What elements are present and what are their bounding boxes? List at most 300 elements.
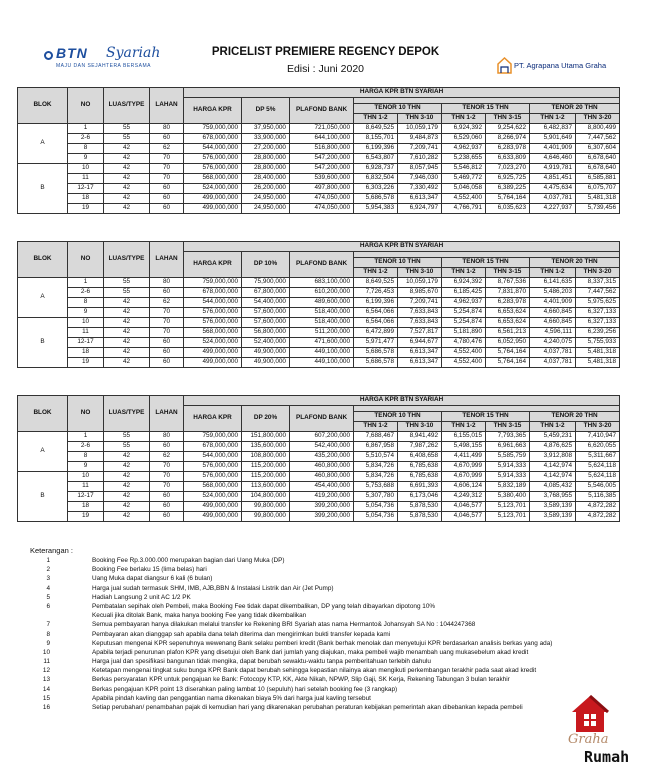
- table-cell: 524,000,000: [184, 184, 242, 194]
- table-cell: 108,800,000: [242, 452, 290, 462]
- table-cell: 399,200,000: [290, 512, 354, 522]
- note-number: 16: [42, 704, 50, 711]
- table-row: [18, 308, 620, 318]
- table-cell: 4,919,781: [530, 164, 576, 174]
- table-row: [18, 184, 620, 194]
- group-header: HARGA KPR BTN SYARIAH: [184, 88, 620, 98]
- table-cell: 5,046,058: [442, 184, 486, 194]
- table-cell: 54,400,000: [242, 298, 290, 308]
- table-cell: 5,686,578: [354, 358, 398, 368]
- table-row: [18, 482, 620, 492]
- table-cell: 42: [104, 338, 150, 348]
- table-cell: 544,000,000: [184, 298, 242, 308]
- table-cell: 5,624,118: [576, 472, 620, 482]
- col-dp: DP 20%: [242, 406, 290, 432]
- table-cell: 6,283,978: [486, 298, 530, 308]
- table-cell: 70: [150, 164, 184, 174]
- col-plafond: PLAFOND BANK: [290, 406, 354, 432]
- tenor-15-a: THN 1-2: [442, 268, 486, 278]
- notes-heading: Keterangan :: [30, 546, 73, 555]
- table-cell: 6,141,635: [530, 278, 576, 288]
- table-cell: 60: [150, 358, 184, 368]
- table-cell: 62: [150, 452, 184, 462]
- table-row: [18, 194, 620, 204]
- tenor-20: TENOR 20 THN: [530, 104, 620, 114]
- note-text: Pembatalan sepihak oleh Pembeli, maka Booking Fee tidak dapat dikembalikan, DP yang telah dibayarkan dipotong 10%: [92, 602, 436, 610]
- table-cell: 55: [104, 278, 150, 288]
- table-cell: 5,481,318: [576, 358, 620, 368]
- table-cell: 8,155,701: [354, 134, 398, 144]
- table-cell: 721,050,000: [290, 124, 354, 134]
- table-cell: 2-6: [68, 288, 104, 298]
- table-cell: 7,726,453: [354, 288, 398, 298]
- table-cell: 5,311,667: [576, 452, 620, 462]
- tenor-15: TENOR 15 THN: [442, 258, 530, 268]
- table-cell: 4,046,577: [442, 502, 486, 512]
- table-cell: 60: [150, 502, 184, 512]
- table-row: [18, 278, 620, 288]
- table-cell: 49,900,000: [242, 358, 290, 368]
- table-cell: 5,498,155: [442, 442, 486, 452]
- note-text: Harga jual dan spesifikasi bangunan tidak mengika, dapat berubah sewaktu-waktu tanpa pemberitahuan terlebih dahulu: [92, 658, 431, 666]
- note-item: [30, 667, 620, 676]
- table-cell: 4,660,845: [530, 318, 576, 328]
- table-cell: 5,834,726: [354, 462, 398, 472]
- table-cell: 10: [68, 164, 104, 174]
- note-number: 6: [46, 602, 50, 610]
- table-cell: 42: [104, 492, 150, 502]
- table-row: [18, 124, 620, 134]
- table-cell: 10: [68, 318, 104, 328]
- table-cell: 5,123,701: [486, 502, 530, 512]
- table-cell: 6,785,638: [398, 472, 442, 482]
- table-cell: 5,459,231: [530, 432, 576, 442]
- note-text: Apabila terjadi penurunan plafon KPR yang disetujui oleh Bank dari jumlah yang diajukan, maka pembeli wajib menambah uang mukasebelum akad kredit: [92, 648, 529, 656]
- col-luas: LUAS/TYPE: [104, 88, 150, 124]
- tenor-10-b: THN 3-10: [398, 422, 442, 432]
- col-blok: BLOK: [18, 396, 68, 432]
- col-lahan: LAHAN: [150, 88, 184, 124]
- tenor-10: TENOR 10 THN: [354, 104, 442, 114]
- note-text: Kecuali jika ditolak Bank, maka hanya booking Fee yang tidak dikembalikan: [92, 612, 307, 620]
- table-cell: 8,941,492: [398, 432, 442, 442]
- group-header: HARGA KPR BTN SYARIAH: [184, 396, 620, 406]
- table-cell: 5,238,655: [442, 154, 486, 164]
- btn-logo-name: BTN: [56, 45, 88, 61]
- table-cell: 18: [68, 348, 104, 358]
- table-cell: 5,686,578: [354, 348, 398, 358]
- table-row: [18, 492, 620, 502]
- table-cell: 60: [150, 184, 184, 194]
- table-cell: 7,688,467: [354, 432, 398, 442]
- note-item: [30, 695, 620, 704]
- table-cell: 18: [68, 502, 104, 512]
- price-table: [17, 87, 620, 214]
- table-cell: 6,307,604: [576, 144, 620, 154]
- note-text: Harga jual sudah termasuk SHM, IMB, AJB,BBN & Instalasi Listrik dan Air (Jet Pump): [92, 584, 334, 592]
- table-cell: 8: [68, 452, 104, 462]
- blok-cell: B: [18, 472, 68, 522]
- table-row: [18, 174, 620, 184]
- table-cell: 99,800,000: [242, 502, 290, 512]
- note-number: 4: [46, 584, 50, 592]
- table-cell: 499,000,000: [184, 194, 242, 204]
- note-text: Apabila pindah kavling dan penggantian nama dikenakan biaya 5% dari harga jual kavling tersebut: [92, 694, 371, 702]
- table-cell: 42: [104, 462, 150, 472]
- table-cell: 70: [150, 472, 184, 482]
- table-cell: 8,057,945: [398, 164, 442, 174]
- table-cell: 70: [150, 308, 184, 318]
- table-cell: 474,050,000: [290, 204, 354, 214]
- table-cell: 4,037,781: [530, 358, 576, 368]
- table-cell: 568,000,000: [184, 174, 242, 184]
- developer-name: PT. Agrapana Utama Graha: [514, 61, 607, 70]
- table-cell: 75,900,000: [242, 278, 290, 288]
- table-cell: 607,200,000: [290, 432, 354, 442]
- table-cell: 497,800,000: [290, 184, 354, 194]
- table-cell: 499,000,000: [184, 358, 242, 368]
- table-cell: 9: [68, 462, 104, 472]
- note-text: Uang Muka dapat diangsur 6 kali (6 bulan): [92, 575, 213, 583]
- table-cell: 6,543,807: [354, 154, 398, 164]
- table-cell: 8,649,525: [354, 278, 398, 288]
- table-row: [18, 318, 620, 328]
- note-text: Booking Fee berlaku 15 (lima belas) hari: [92, 566, 207, 574]
- table-cell: 60: [150, 288, 184, 298]
- table-cell: 547,200,000: [290, 154, 354, 164]
- table-cell: 6,283,978: [486, 144, 530, 154]
- table-cell: 516,800,000: [290, 144, 354, 154]
- table-cell: 55: [104, 442, 150, 452]
- table-row: [18, 338, 620, 348]
- table-cell: 8,266,974: [486, 134, 530, 144]
- table-cell: 42: [104, 194, 150, 204]
- table-cell: 568,000,000: [184, 328, 242, 338]
- col-harga: HARGA KPR: [184, 406, 242, 432]
- table-cell: 60: [150, 194, 184, 204]
- table-cell: 5,878,530: [398, 502, 442, 512]
- table-cell: 19: [68, 204, 104, 214]
- table-cell: 11: [68, 328, 104, 338]
- table-cell: 27,200,000: [242, 144, 290, 154]
- table-cell: 759,000,000: [184, 432, 242, 442]
- table-cell: 67,800,000: [242, 288, 290, 298]
- table-cell: 62: [150, 298, 184, 308]
- table-cell: 4,660,845: [530, 308, 576, 318]
- table-cell: 6,561,213: [486, 328, 530, 338]
- table-cell: 644,100,000: [290, 134, 354, 144]
- table-cell: 759,000,000: [184, 124, 242, 134]
- table-cell: 8: [68, 144, 104, 154]
- table-cell: 42: [104, 144, 150, 154]
- table-cell: 19: [68, 512, 104, 522]
- note-item: [30, 575, 620, 584]
- col-dp: DP 10%: [242, 252, 290, 278]
- table-cell: 435,200,000: [290, 452, 354, 462]
- table-cell: 4,142,974: [530, 472, 576, 482]
- table-cell: 4,606,124: [442, 482, 486, 492]
- table-cell: 6,691,393: [398, 482, 442, 492]
- btn-logo-script: Syariah: [106, 45, 161, 61]
- watermark-line2: Rumah: [584, 748, 630, 766]
- table-cell: 7,447,562: [576, 134, 620, 144]
- table-cell: 5,975,625: [576, 298, 620, 308]
- table-cell: 419,200,000: [290, 492, 354, 502]
- table-cell: 70: [150, 318, 184, 328]
- watermark-line1: Graha: [568, 732, 609, 747]
- note-number: 12: [42, 667, 50, 675]
- table-cell: 6,389,225: [486, 184, 530, 194]
- table-cell: 6,529,060: [442, 134, 486, 144]
- table-cell: 6,482,837: [530, 124, 576, 134]
- table-cell: 6,173,046: [398, 492, 442, 502]
- table-row: [18, 204, 620, 214]
- table-cell: 449,100,000: [290, 358, 354, 368]
- note-number: 1: [46, 557, 50, 564]
- table-cell: 5,624,118: [576, 462, 620, 472]
- tenor-15: TENOR 15 THN: [442, 412, 530, 422]
- note-item: [30, 585, 620, 594]
- table-cell: 6,075,707: [576, 184, 620, 194]
- tenor-20-b: THN 3-20: [576, 114, 620, 124]
- table-cell: 11: [68, 482, 104, 492]
- table-cell: 5,546,812: [442, 164, 486, 174]
- tenor-20: TENOR 20 THN: [530, 412, 620, 422]
- table-cell: 28,800,000: [242, 164, 290, 174]
- note-item: [30, 704, 620, 713]
- table-row: [18, 512, 620, 522]
- table-cell: 1: [68, 124, 104, 134]
- table-cell: 42: [104, 452, 150, 462]
- col-plafond: PLAFOND BANK: [290, 98, 354, 124]
- house-icon: [566, 690, 614, 736]
- table-cell: 3,589,139: [530, 502, 576, 512]
- table-cell: 576,000,000: [184, 308, 242, 318]
- table-cell: 8,337,315: [576, 278, 620, 288]
- col-blok: BLOK: [18, 242, 68, 278]
- note-number: 5: [46, 593, 50, 601]
- table-cell: 4,401,909: [530, 144, 576, 154]
- table-cell: 57,600,000: [242, 318, 290, 328]
- table-cell: 524,000,000: [184, 338, 242, 348]
- table-cell: 19: [68, 358, 104, 368]
- table-cell: 6,303,226: [354, 184, 398, 194]
- table-cell: 5,546,005: [576, 482, 620, 492]
- table-cell: 18: [68, 194, 104, 204]
- table-cell: 3,768,955: [530, 492, 576, 502]
- tenor-20-a: THN 1-2: [530, 268, 576, 278]
- table-cell: 4,962,937: [442, 298, 486, 308]
- table-cell: 499,000,000: [184, 502, 242, 512]
- table-cell: 6,867,958: [354, 442, 398, 452]
- table-cell: 42: [104, 308, 150, 318]
- table-cell: 489,600,000: [290, 298, 354, 308]
- table-cell: 6,678,640: [576, 164, 620, 174]
- table-cell: 511,200,000: [290, 328, 354, 338]
- tenor-20: TENOR 20 THN: [530, 258, 620, 268]
- note-text: Semua pembayaran hanya dilakukan melalui transfer ke Rekening BRI Syariah atas nama Hermanto& Johansyah SA No : 1044247368: [92, 621, 476, 629]
- table-row: [18, 442, 620, 452]
- table-row: [18, 502, 620, 512]
- table-row: [18, 298, 620, 308]
- table-cell: 5,739,456: [576, 204, 620, 214]
- table-cell: 5,764,164: [486, 194, 530, 204]
- table-cell: 576,000,000: [184, 154, 242, 164]
- col-no: NO: [68, 88, 104, 124]
- table-cell: 610,200,000: [290, 288, 354, 298]
- table-cell: 7,410,947: [576, 432, 620, 442]
- note-item: [30, 658, 620, 667]
- page-title: PRICELIST PREMIERE REGENCY DEPOK: [211, 46, 440, 58]
- table-cell: 60: [150, 512, 184, 522]
- table-cell: 6,408,658: [398, 452, 442, 462]
- table-cell: 3,589,139: [530, 512, 576, 522]
- table-cell: 6,564,066: [354, 308, 398, 318]
- table-cell: 5,764,164: [486, 348, 530, 358]
- note-number: 14: [42, 685, 50, 693]
- group-header: HARGA KPR BTN SYARIAH: [184, 242, 620, 252]
- table-cell: 449,100,000: [290, 348, 354, 358]
- table-cell: 4,227,937: [530, 204, 576, 214]
- table-cell: 454,400,000: [290, 482, 354, 492]
- table-cell: 1: [68, 278, 104, 288]
- table-cell: 539,600,000: [290, 174, 354, 184]
- table-cell: 37,950,000: [242, 124, 290, 134]
- table-cell: 6,928,737: [354, 164, 398, 174]
- table-cell: 4,872,282: [576, 512, 620, 522]
- tenor-10: TENOR 10 THN: [354, 412, 442, 422]
- table-cell: 5,764,164: [486, 358, 530, 368]
- table-cell: 4,780,476: [442, 338, 486, 348]
- table-cell: 115,200,000: [242, 472, 290, 482]
- table-cell: 9,484,873: [398, 134, 442, 144]
- table-cell: 24,950,000: [242, 194, 290, 204]
- table-cell: 42: [104, 164, 150, 174]
- note-item: [30, 594, 620, 603]
- table-cell: 42: [104, 298, 150, 308]
- note-text: Berkas pengajuan KPR point 13 diserahkan paling lambat 10 (sepuluh) hari setelah booking fee (3 rangkap): [92, 685, 398, 693]
- table-row: [18, 472, 620, 482]
- tenor-20-b: THN 3-20: [576, 422, 620, 432]
- table-row: [18, 154, 620, 164]
- table-cell: 6,924,797: [398, 204, 442, 214]
- table-cell: 6,327,133: [576, 308, 620, 318]
- table-cell: 4,962,937: [442, 144, 486, 154]
- tenor-10-a: THN 1-2: [354, 114, 398, 124]
- table-cell: 6,925,725: [486, 174, 530, 184]
- table-cell: 4,670,999: [442, 462, 486, 472]
- table-cell: 6,585,881: [576, 174, 620, 184]
- table-cell: 5,380,400: [486, 492, 530, 502]
- table-cell: 4,552,400: [442, 194, 486, 204]
- table-cell: 5,123,701: [486, 512, 530, 522]
- table-cell: 104,800,000: [242, 492, 290, 502]
- table-cell: 5,054,736: [354, 512, 398, 522]
- table-cell: 60: [150, 134, 184, 144]
- table-row: [18, 288, 620, 298]
- table-cell: 5,834,726: [354, 472, 398, 482]
- table-cell: 6,832,504: [354, 174, 398, 184]
- table-cell: 4,872,282: [576, 502, 620, 512]
- col-blok: BLOK: [18, 88, 68, 124]
- table-cell: 6,155,015: [442, 432, 486, 442]
- tenor-20-a: THN 1-2: [530, 114, 576, 124]
- col-harga: HARGA KPR: [184, 252, 242, 278]
- note-number: 3: [46, 575, 50, 583]
- table-row: [18, 164, 620, 174]
- page-subtitle: Edisi : Juni 2020: [286, 63, 365, 75]
- table-cell: 5,469,772: [442, 174, 486, 184]
- table-cell: 4,411,499: [442, 452, 486, 462]
- table-cell: 60: [150, 338, 184, 348]
- btn-logo-tagline: MAJU DAN SEJAHTERA BERSAMA: [56, 63, 151, 69]
- table-cell: 6,052,950: [486, 338, 530, 348]
- note-item: [30, 566, 620, 575]
- table-cell: 99,800,000: [242, 512, 290, 522]
- table-cell: 12-17: [68, 338, 104, 348]
- table-cell: 5,481,318: [576, 348, 620, 358]
- note-item: [30, 686, 620, 695]
- table-cell: 4,249,312: [442, 492, 486, 502]
- table-cell: 60: [150, 204, 184, 214]
- table-cell: 8,649,525: [354, 124, 398, 134]
- note-number: 11: [43, 658, 50, 666]
- note-number: 13: [42, 676, 50, 684]
- table-cell: 6,472,899: [354, 328, 398, 338]
- graha-rumah-watermark: [566, 690, 651, 768]
- table-cell: 1: [68, 432, 104, 442]
- price-table: [17, 241, 620, 368]
- table-cell: 10,059,179: [398, 124, 442, 134]
- note-item: [30, 603, 620, 612]
- tenor-15-a: THN 1-2: [442, 422, 486, 432]
- table-cell: 678,000,000: [184, 288, 242, 298]
- table-row: [18, 134, 620, 144]
- table-cell: 55: [104, 124, 150, 134]
- col-dp: DP 5%: [242, 98, 290, 124]
- table-cell: 759,000,000: [184, 278, 242, 288]
- table-cell: 24,950,000: [242, 204, 290, 214]
- table-cell: 7,633,843: [398, 318, 442, 328]
- table-cell: 56,800,000: [242, 328, 290, 338]
- table-cell: 4,037,781: [530, 348, 576, 358]
- note-text: Berkas persyaratan KPR untuk pengajuan ke Bank: Fotocopy KTP, KK, Akte Nikah, NPWP, Slip Gaji, SK Kerja, Rekening Tabungan 3 bulan terakhir: [92, 676, 510, 684]
- table-row: [18, 328, 620, 338]
- note-item: [30, 640, 620, 649]
- table-cell: 28,800,000: [242, 154, 290, 164]
- tenor-10-a: THN 1-2: [354, 422, 398, 432]
- table-cell: 6,924,392: [442, 124, 486, 134]
- table-cell: 42: [104, 174, 150, 184]
- agrapana-logo: [497, 56, 647, 76]
- tenor-10-a: THN 1-2: [354, 268, 398, 278]
- table-cell: 576,000,000: [184, 462, 242, 472]
- table-row: [18, 144, 620, 154]
- agrapana-house-icon: [497, 56, 512, 74]
- table-cell: 6,613,347: [398, 194, 442, 204]
- table-cell: 4,552,400: [442, 358, 486, 368]
- table-cell: 5,181,890: [442, 328, 486, 338]
- table-cell: 5,755,933: [576, 338, 620, 348]
- table-cell: 42: [104, 472, 150, 482]
- note-number: 7: [46, 621, 50, 629]
- col-luas: LUAS/TYPE: [104, 242, 150, 278]
- note-item: [30, 676, 620, 685]
- col-lahan: LAHAN: [150, 396, 184, 432]
- table-cell: 499,000,000: [184, 348, 242, 358]
- table-cell: 60: [150, 492, 184, 502]
- table-cell: 60: [150, 442, 184, 452]
